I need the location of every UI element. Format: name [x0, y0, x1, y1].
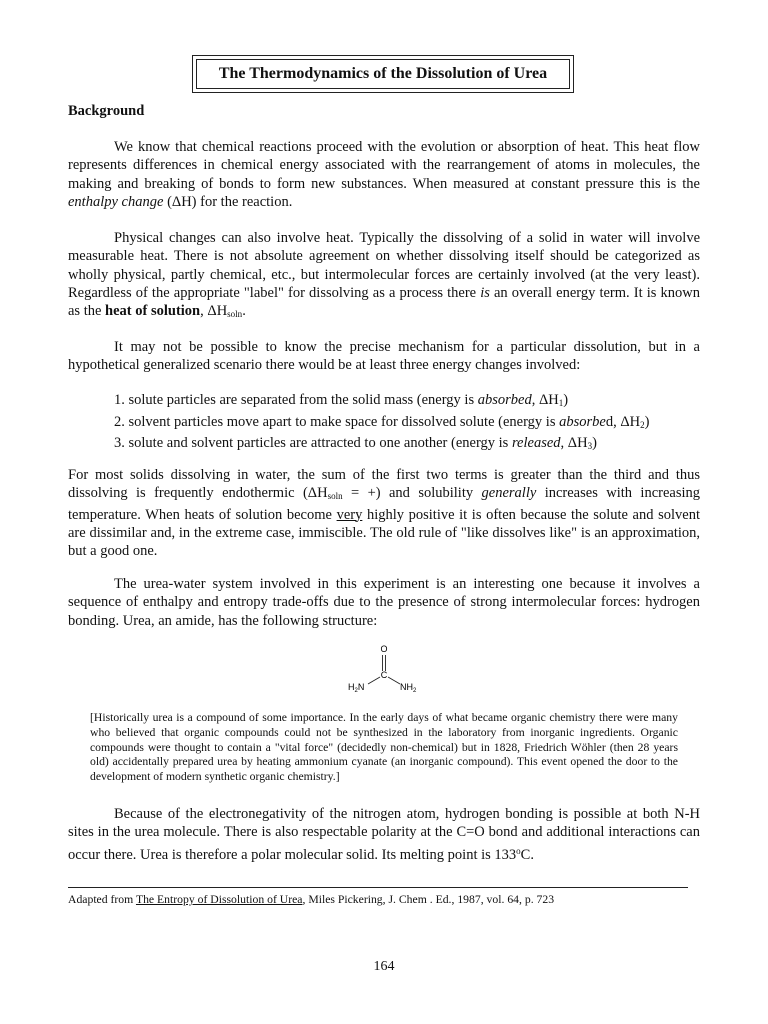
historical-note: [Historically urea is a compound of some importance. In the early days of what became organic chemistry there were many who believed that organic compounds could not be synthesized in the laboratory from inorganic ingredients. Organic compounds were thought to contain a "vital force" (decidedly non-chemical) but in 1828, Friedrich Wöhler (then 28 years old) accidentally prepared urea by heating ammonium cyanate (an inorganic compound). This event opened the door to the development of modern synthetic organic chemistry.] [90, 711, 678, 784]
paragraph-mechanism: It may not be possible to know the precise mechanism for a particular dissolution, but in a hypothetical generalized scenario there would be at least three energy changes involved: [68, 339, 700, 374]
section-heading: Background [68, 103, 145, 119]
page-number: 164 [373, 959, 395, 974]
paragraph-endothermic: For most solids dissolving in water, the sum of the first two terms is greater than the third and thus dissolving is frequently endothermic ($\Delta H_{soln}$ = +) and solubility generally increases with increasing temperature. When heats of solution become very highly positive it is often because the solute and solvent are dissimilar and, in the extreme case, immiscible. The old rule of "like dissolves like" is an approximation, but a good one. [68, 467, 701, 560]
right-amine-label: $NH_2$ [400, 682, 417, 694]
left-amine-label: $H_2N$ [348, 682, 365, 694]
list-item: 2. solvent particles move apart to make space for dissolved solute (energy is absorbed, $\Delta H_2$) [114, 413, 650, 430]
paragraph-heat-of-solution: Physical changes can also involve heat. Typically the dissolving of a solid in water will involve measurable heat. There is not absolute agreement on whether dissolving itself should be categorized as wholly physical, partly chemical, etc., but intermolecular forces are certainly involved (at the very least). Regardless of the appropriate "label" for dissolving as a process there is an overall energy term. It is known as the heat of solution, $\Delta H_{soln}$. [68, 230, 700, 320]
paragraph-urea-water: The urea-water system involved in this experiment is an interesting one because it involves a sequence of enthalpy and entropy trade-offs due to the presence of strong intermolecular forces: hydrogen bonding. Urea, an amide, has the following structure: [68, 576, 700, 629]
left-bond-line [368, 677, 380, 684]
energy-changes-list [114, 391, 649, 456]
urea-structure-diagram [340, 642, 430, 694]
footer-divider [68, 887, 688, 888]
oxygen-label: O [380, 644, 388, 654]
document-title: The Thermodynamics of the Dissolution of Urea [196, 59, 570, 89]
paragraph-hydrogen-bonding: Because of the electronegativity of the nitrogen atom, hydrogen bonding is possible at both N-H sites in the urea molecule. There is also respectable polarity at the C=O bond and additional interactions can occur there. Urea is therefore a polar molecular solid. Its melting point is 133$^o$C. [68, 806, 700, 863]
carbon-label: C [380, 670, 388, 680]
title-box [192, 55, 574, 93]
list-item: 3. solute and solvent particles are attracted to one another (energy is released, $\Delta H_3$) [114, 435, 597, 451]
right-bond-line [388, 677, 400, 684]
footer-citation: Adapted from The Entropy of Dissolution of Urea, Miles Pickering, J. Chem . Ed., 1987, vol. 64, p. 723 [68, 893, 555, 906]
citation-source-title: The Entropy of Dissolution of Urea [135, 893, 303, 906]
paragraph-enthalpy: We know that chemical reactions proceed with the evolution or absorption of heat. This heat flow represents differences in chemical energy associated with the rearrangement of atoms in molecules, the making and breaking of bonds to form new substances. When measured at constant pressure this is the enthalpy change (ΔH) for the reaction. [68, 139, 700, 210]
list-item: 1. solute particles are separated from the solid mass (energy is absorbed, $\Delta H_1$) [114, 392, 569, 408]
